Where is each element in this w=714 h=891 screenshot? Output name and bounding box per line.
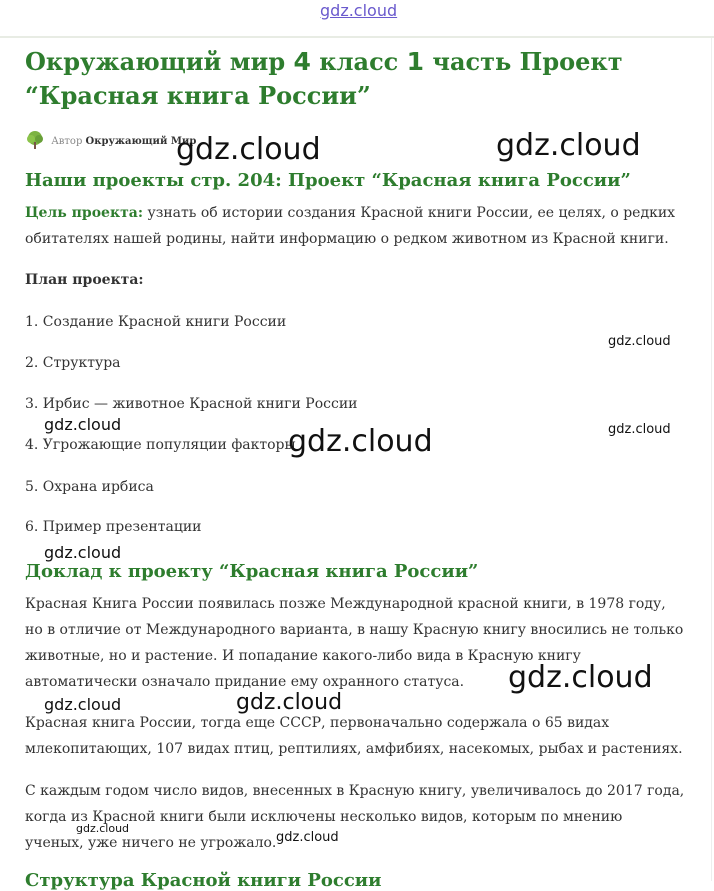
section-title-report: Доклад к проекту “Красная книга России” xyxy=(25,561,479,582)
watermark: gdz.cloud xyxy=(288,424,433,459)
right-divider xyxy=(711,38,712,881)
plan-item: 5. Охрана ирбиса xyxy=(25,479,154,495)
author-line xyxy=(25,130,196,150)
plan-label: План проекта: xyxy=(25,272,144,288)
watermark: gdz.cloud xyxy=(608,334,671,349)
plan-item: 3. Ирбис — животное Красной книги России xyxy=(25,396,358,412)
project-goal: Цель проекта: узнать об истории создания Красной книги России, ее целях, о редких обитателях нашей родины, найти информацию о редком животном из Красной книги. xyxy=(25,205,676,247)
author-name[interactable]: Окружающий Мир xyxy=(85,136,197,147)
tree-icon xyxy=(25,130,45,153)
article-title: Окружающий мир 4 класс 1 часть Проект “Красная книга России” xyxy=(25,47,623,110)
watermark: gdz.cloud xyxy=(508,660,653,695)
watermark: gdz.cloud xyxy=(176,132,321,167)
watermark: gdz.cloud xyxy=(44,543,122,562)
watermark: gdz.cloud xyxy=(608,422,671,437)
site-logo-link[interactable]: gdz.cloud xyxy=(320,1,398,20)
section-title-projects: Наши проекты стр. 204: Проект “Красная книга России” xyxy=(25,170,631,191)
report-paragraph: Красная книга России, тогда еще СССР, первоначально содержала о 65 видах млекопитающих, 107 видах птиц, рептилиях, амфибиях, насекомых, рыбах и растениях. xyxy=(25,715,683,757)
plan-item: 4. Угрожающие популяции факторы xyxy=(25,437,296,453)
watermark: gdz.cloud xyxy=(496,128,641,163)
site-header xyxy=(0,0,714,38)
report-paragraph: Красная Книга России появилась позже Международной красной книги, в 1978 году, но в отличие от Международного варианта, в нашу Красную книгу вносились не только животные, но и растение. И попадание какого-либо вида в Красную книгу автоматически означало придание ему охранного статуса. xyxy=(25,596,684,690)
watermark: gdz.cloud xyxy=(44,415,122,434)
plan-item: 2. Структура xyxy=(25,355,121,371)
report-paragraph: С каждым годом число видов, внесенных в Красную книгу, увеличивалось до 2017 года, когда из Красной книги были исключены несколько видов, которым по мнению ученых, уже ничего не угрожало. xyxy=(25,783,685,851)
watermark: gdz.cloud xyxy=(236,690,343,715)
watermark: gdz.cloud xyxy=(276,830,339,845)
author-label: Автор xyxy=(51,136,83,147)
plan-item: 6. Пример презентации xyxy=(25,519,202,535)
watermark: gdz.cloud xyxy=(76,822,130,835)
watermark: gdz.cloud xyxy=(44,695,122,714)
plan-item: 1. Создание Красной книги России xyxy=(25,314,287,330)
next-section-title: Структура Красной книги России xyxy=(25,870,382,891)
